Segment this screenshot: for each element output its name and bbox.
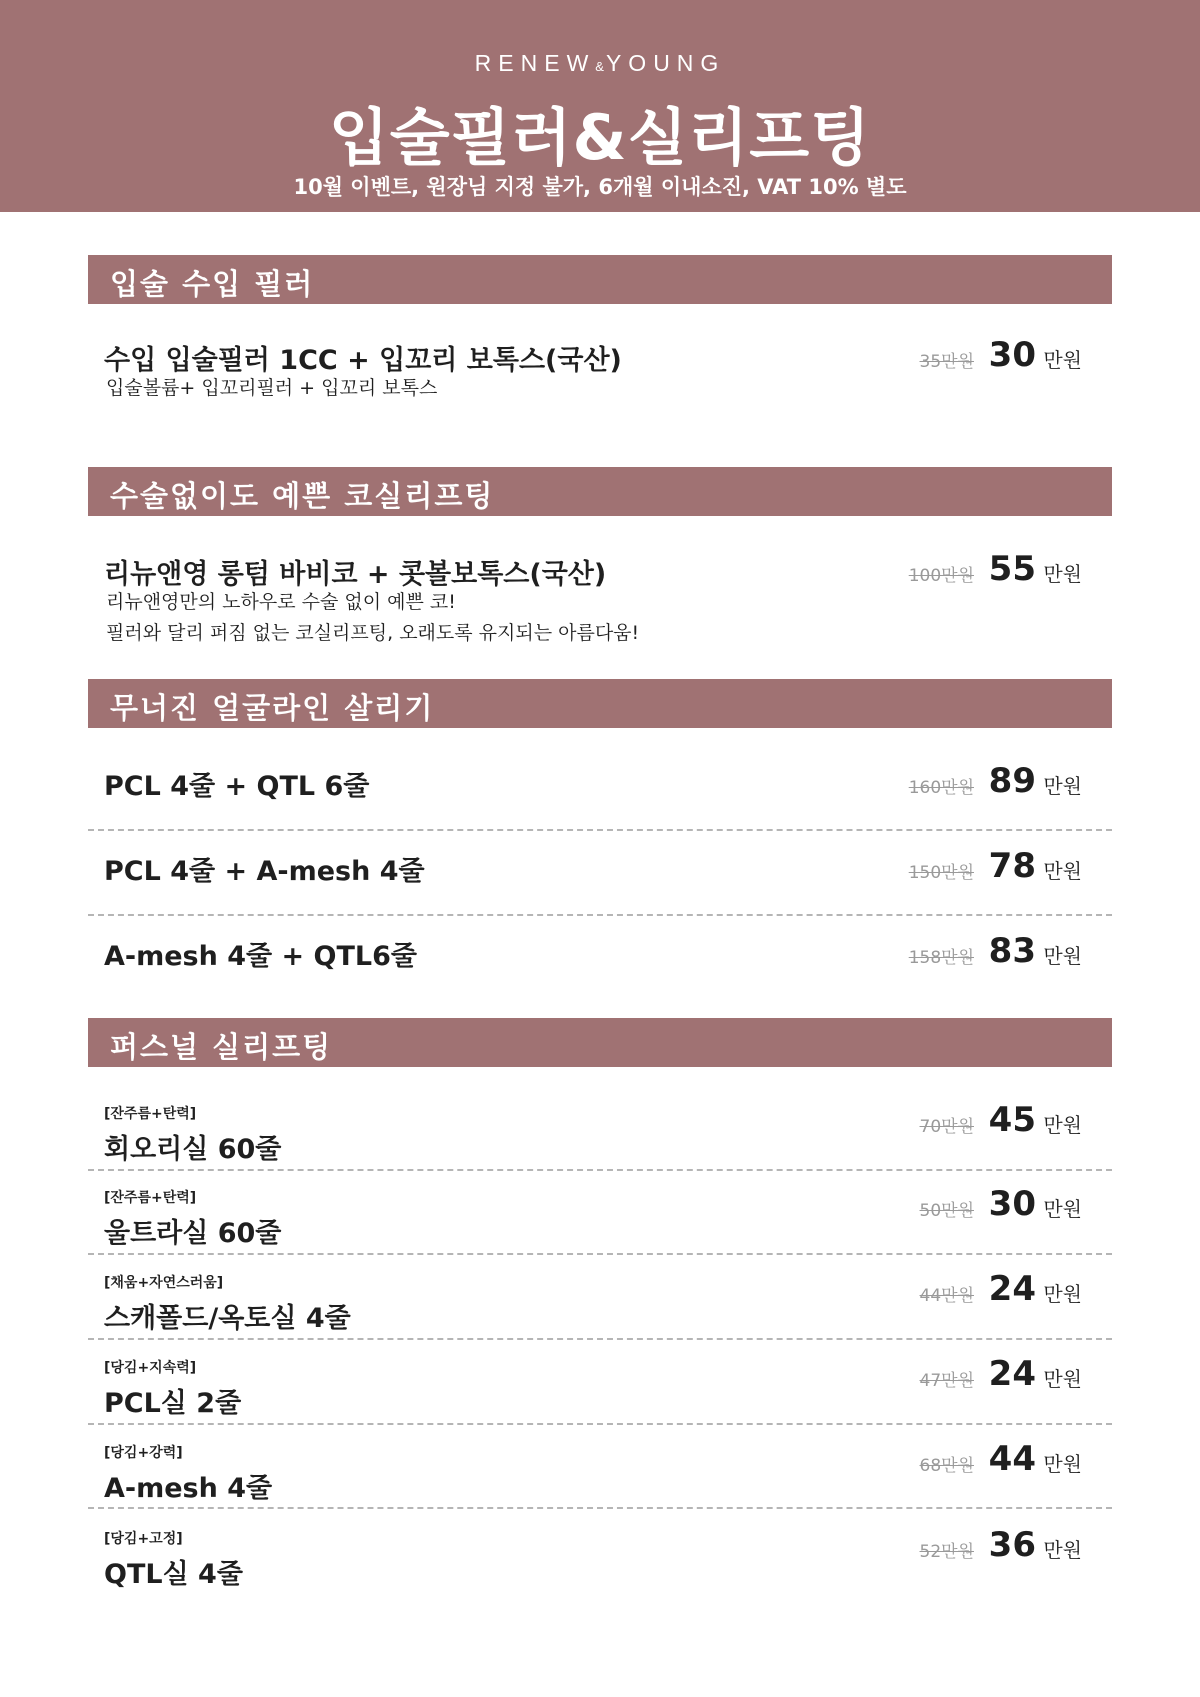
item-name: 울트라실 60줄 [104, 1218, 282, 1249]
item-old-price: 68만원 [919, 1456, 974, 1476]
divider [88, 1169, 1112, 1171]
divider [88, 1423, 1112, 1425]
list-item [88, 931, 1112, 974]
item-price-unit: 만원 [1043, 1538, 1082, 1562]
item-price-unit: 만원 [1043, 348, 1082, 372]
item-price-unit: 만원 [1043, 1197, 1082, 1221]
section-bar [88, 679, 1112, 728]
item-old-price: 52만원 [919, 1542, 974, 1562]
item-price: 30 [988, 1184, 1036, 1224]
item-name: PCL 4줄 + A-mesh 4줄 [104, 856, 425, 887]
item-old-price: 158만원 [908, 948, 974, 968]
item-name: 수입 입술필러 1CC + 입꼬리 보톡스(국산) [104, 345, 622, 376]
item-old-price: 44만원 [919, 1286, 974, 1306]
brand-logo [0, 50, 1200, 77]
list-item [88, 1354, 1112, 1419]
item-price-unit: 만원 [1043, 562, 1082, 586]
section-title: 수술없이도 예쁜 코실리프팅 [110, 479, 495, 513]
item-price: 45 [988, 1100, 1036, 1140]
item-tag: [채움+자연스러움] [104, 1275, 224, 1291]
divider [88, 829, 1112, 831]
item-name: A-mesh 4줄 + QTL6줄 [104, 941, 417, 972]
item-old-price: 70만원 [919, 1117, 974, 1137]
item-price: 30 [988, 335, 1036, 375]
list-item [88, 1439, 1112, 1504]
item-price-unit: 만원 [1043, 859, 1082, 883]
item-desc: 입술볼륨+ 입꼬리필러 + 입꼬리 보톡스 [106, 377, 438, 399]
item-price: 44 [988, 1439, 1036, 1479]
list-item [88, 1269, 1112, 1334]
section-bar [88, 255, 1112, 304]
item-price: 24 [988, 1354, 1036, 1394]
section-title: 입술 수입 필러 [110, 267, 315, 301]
divider [88, 914, 1112, 916]
list-item [88, 1100, 1112, 1165]
item-desc-line-2: 필러와 달리 퍼짐 없는 코실리프팅, 오래도록 유지되는 아름다움! [106, 622, 640, 644]
item-price-unit: 만원 [1043, 1452, 1082, 1476]
item-tag: [잔주름+탄력] [104, 1190, 197, 1206]
item-price: 24 [988, 1269, 1036, 1309]
section-bar [88, 1018, 1112, 1067]
item-price: 89 [988, 761, 1036, 801]
item-old-price: 100만원 [908, 566, 974, 586]
page-title: 입술필러&실리프팅 [328, 101, 872, 174]
item-tag: [당김+지속력] [104, 1360, 197, 1376]
item-price-unit: 만원 [1043, 774, 1082, 798]
item-desc-line-1: 리뉴앤영만의 노하우로 수술 없이 예쁜 코! [106, 591, 456, 613]
item-name: QTL실 4줄 [104, 1559, 243, 1590]
brand-right: YOUNG [605, 50, 726, 76]
item-price-unit: 만원 [1043, 1282, 1082, 1306]
brand-amp: & [595, 59, 606, 74]
list-item [88, 761, 1112, 804]
section-bar [88, 467, 1112, 516]
item-tag: [당김+강력] [104, 1445, 183, 1461]
item-old-price: 50만원 [919, 1201, 974, 1221]
item-price: 36 [988, 1525, 1036, 1565]
item-price: 78 [988, 846, 1036, 886]
item-name: 리뉴앤영 롱텀 바비코 + 콧볼보톡스(국산) [104, 559, 607, 590]
list-item [88, 1184, 1112, 1249]
item-price-unit: 만원 [1043, 944, 1082, 968]
item-name: PCL 4줄 + QTL 6줄 [104, 771, 370, 802]
page-subtitle: 10월 이벤트, 원장님 지정 불가, 6개월 이내소진, VAT 10% 별도 [293, 175, 907, 199]
item-price-unit: 만원 [1043, 1113, 1082, 1137]
item-old-price: 160만원 [908, 778, 974, 798]
item-old-price: 150만원 [908, 863, 974, 883]
item-name: 회오리실 60줄 [104, 1134, 282, 1165]
list-item [88, 1525, 1112, 1590]
section-title: 무너진 얼굴라인 살리기 [110, 691, 435, 725]
item-price: 83 [988, 931, 1036, 971]
list-item [88, 549, 1112, 652]
item-old-price: 47만원 [919, 1371, 974, 1391]
item-name: 스캐폴드/옥토실 4줄 [104, 1303, 351, 1334]
item-tag: [당김+고정] [104, 1531, 183, 1547]
list-item [88, 846, 1112, 889]
section-title: 퍼스널 실리프팅 [110, 1030, 333, 1064]
list-item [88, 335, 1112, 408]
item-name: PCL실 2줄 [104, 1388, 242, 1419]
page-header [0, 0, 1200, 212]
divider [88, 1253, 1112, 1255]
item-old-price: 35만원 [919, 352, 974, 372]
item-price-unit: 만원 [1043, 1367, 1082, 1391]
item-name: A-mesh 4줄 [104, 1473, 273, 1504]
divider [88, 1507, 1112, 1509]
brand-left: RENEW [474, 50, 596, 76]
item-price: 55 [988, 549, 1036, 589]
divider [88, 1338, 1112, 1340]
item-tag: [잔주름+탄력] [104, 1106, 197, 1122]
